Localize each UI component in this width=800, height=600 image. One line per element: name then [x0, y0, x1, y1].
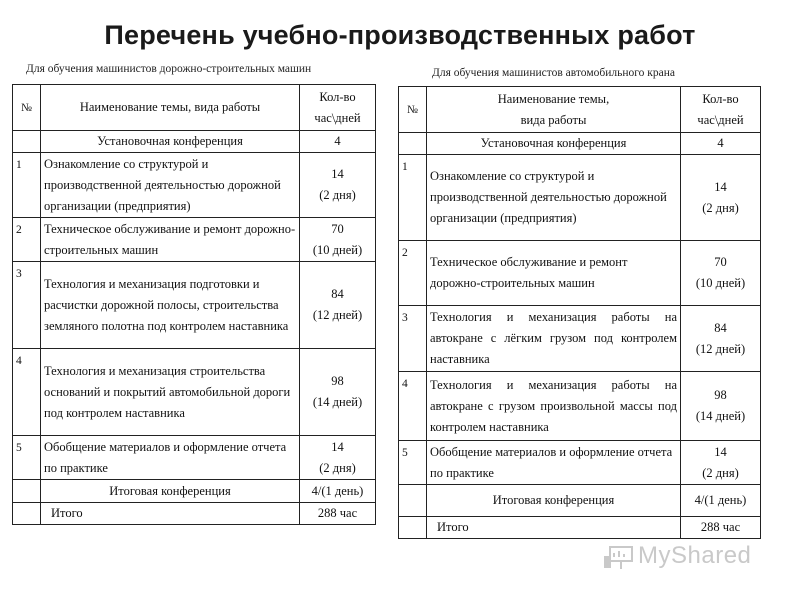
- table-row-final: [399, 485, 761, 517]
- row-count: 70 (10 дней): [300, 218, 376, 262]
- row-name: Обобщение материалов и оформление отчета по практике: [41, 436, 300, 480]
- table-header-row: [13, 85, 376, 131]
- table-row-intro: [399, 133, 761, 155]
- total-name: Итого: [41, 503, 300, 525]
- table-row-intro: [13, 131, 376, 153]
- row-num: 5: [399, 441, 427, 485]
- header-num: №: [399, 87, 427, 133]
- left-table-subtitle: Для обучения машинистов дорожно-строительных машин: [26, 63, 312, 75]
- table-row: [13, 153, 376, 218]
- header-count: Кол-во час\дней: [681, 87, 761, 133]
- total-count: 288 час: [681, 517, 761, 539]
- header-name: Наименование темы, вида работы: [41, 85, 300, 131]
- row-name: Ознакомление со структурой и производственной деятельностью дорожной организации (предприятия): [427, 155, 681, 241]
- row-num: 5: [13, 436, 41, 480]
- header-num: №: [13, 85, 41, 131]
- row-name: Техническое обслуживание и ремонт дорожно-строительных машин: [41, 218, 300, 262]
- table-row: [399, 372, 761, 441]
- row-num: 4: [399, 372, 427, 441]
- table-row: [399, 441, 761, 485]
- intro-name: Установочная конференция: [427, 133, 681, 155]
- row-name: Техническое обслуживание и ремонт дорожно-строительных машин: [427, 241, 681, 306]
- row-name: Технология и механизация работы на автокране с лёгким грузом под контролем наставника: [427, 306, 681, 372]
- watermark: [604, 540, 764, 574]
- row-num: 2: [13, 218, 41, 262]
- final-count: 4/(1 день): [300, 480, 376, 503]
- table-row: [13, 436, 376, 480]
- left-works-table: [12, 84, 376, 525]
- row-count: 70 (10 дней): [681, 241, 761, 306]
- row-num: 1: [13, 153, 41, 218]
- header-count: Кол-во час\дней: [300, 85, 376, 131]
- row-count: 14 (2 дня): [681, 155, 761, 241]
- final-name: Итоговая конференция: [427, 485, 681, 517]
- total-name: Итого: [427, 517, 681, 539]
- table-row-total: [13, 503, 376, 525]
- intro-count: 4: [681, 133, 761, 155]
- table-row: [13, 218, 376, 262]
- row-count: 14 (2 дня): [300, 436, 376, 480]
- header-name: Наименование темы, вида работы: [427, 87, 681, 133]
- table-row: [399, 155, 761, 241]
- row-num: 4: [13, 349, 41, 436]
- row-name: Ознакомление со структурой и производственной деятельностью дорожной организации (предприятия): [41, 153, 300, 218]
- row-count: 14 (2 дня): [681, 441, 761, 485]
- row-count: 14 (2 дня): [300, 153, 376, 218]
- table-row-final: [13, 480, 376, 503]
- row-name: Технология и механизация работы на автокране с грузом произвольной массы под контролем наставника: [427, 372, 681, 441]
- table-row: [13, 349, 376, 436]
- watermark-text: MyShared: [638, 542, 752, 569]
- right-works-table: [398, 86, 761, 539]
- row-count: 84 (12 дней): [300, 262, 376, 349]
- row-count: 98 (14 дней): [300, 349, 376, 436]
- row-num: 2: [399, 241, 427, 306]
- row-count: 98 (14 дней): [681, 372, 761, 441]
- table-row-total: [399, 517, 761, 539]
- intro-count: 4: [300, 131, 376, 153]
- intro-name: Установочная конференция: [41, 131, 300, 153]
- total-count: 288 час: [300, 503, 376, 525]
- row-name: Обобщение материалов и оформление отчета по практике: [427, 441, 681, 485]
- final-name: Итоговая конференция: [41, 480, 300, 503]
- row-num: 3: [399, 306, 427, 372]
- row-count: 84 (12 дней): [681, 306, 761, 372]
- final-count: 4/(1 день): [681, 485, 761, 517]
- table-header-row: [399, 87, 761, 133]
- page-title: Перечень учебно-производственных работ: [104, 20, 696, 50]
- table-row: [399, 241, 761, 306]
- presentation-board-icon: [604, 544, 634, 570]
- table-row: [13, 262, 376, 349]
- row-num: 1: [399, 155, 427, 241]
- table-row: [399, 306, 761, 372]
- right-table-subtitle: Для обучения машинистов автомобильного крана: [432, 67, 676, 79]
- row-name: Технология и механизация строительства оснований и покрытий автомобильной дороги под контролем наставника: [41, 349, 300, 436]
- row-num: 3: [13, 262, 41, 349]
- row-name: Технология и механизация подготовки и расчистки дорожной полосы, строительства земляного полотна под контролем наставника: [41, 262, 300, 349]
